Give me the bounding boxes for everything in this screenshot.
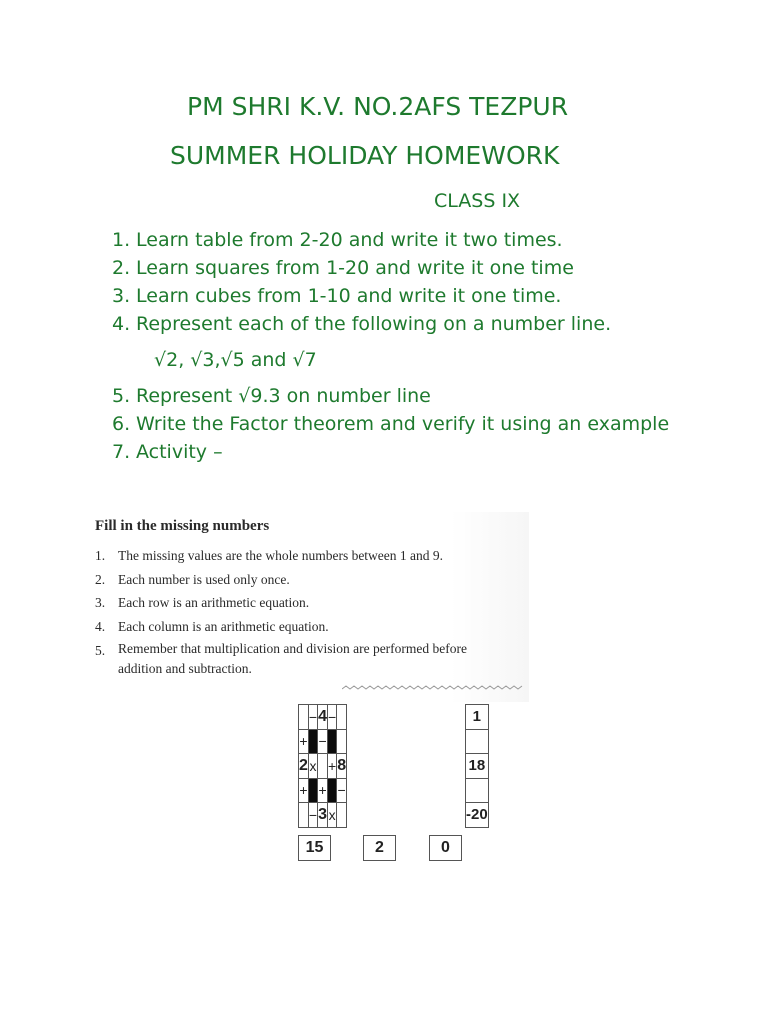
- page-title: SUMMER HOLIDAY HOMEWORK: [170, 141, 560, 170]
- grid-cell: 8: [337, 754, 347, 779]
- black-cell: [308, 729, 317, 754]
- grid-row: [299, 754, 347, 779]
- grid-row: [299, 705, 347, 730]
- rule-number: 4.: [95, 619, 106, 635]
- rule-item: [95, 544, 498, 568]
- rule-text: Remember that multiplication and division are performed before addition and subtraction.: [118, 640, 468, 676]
- grid-cell: [299, 705, 309, 730]
- rule-item: [95, 639, 498, 679]
- grid-cell: +: [318, 778, 328, 803]
- grid-cell: 4: [318, 705, 328, 730]
- item-number: 1.: [112, 229, 131, 251]
- list-item: [112, 382, 672, 410]
- row-result-cell: [466, 778, 489, 803]
- item-text: Represent √9.3 on number line: [136, 385, 431, 407]
- rule-text: Each row is an arithmetic equation.: [118, 595, 310, 611]
- list-item: [112, 410, 672, 438]
- item-number: 4.: [112, 313, 131, 335]
- col-result-box: 0: [429, 835, 462, 861]
- item-text: Learn cubes from 1-10 and write it one time.: [136, 285, 562, 307]
- list-item: [112, 226, 672, 254]
- list-item: [112, 310, 672, 338]
- item-number: 2.: [112, 257, 131, 279]
- activity-rules: [95, 544, 498, 679]
- grid-cell: −: [308, 803, 317, 828]
- item-text: Learn table from 2-20 and write it two times.: [136, 229, 563, 251]
- list-item: [112, 254, 672, 282]
- grid-cell: [337, 803, 347, 828]
- grid-cell: 3: [318, 803, 328, 828]
- list-item: [112, 282, 672, 310]
- black-cell: [328, 778, 337, 803]
- rule-item: [95, 615, 498, 639]
- item-number: 5.: [112, 385, 131, 407]
- rule-item: [95, 568, 498, 592]
- rule-text: The missing values are the whole numbers between 1 and 9.: [118, 548, 444, 563]
- row-result-cell: -20: [466, 803, 489, 828]
- list-item: [112, 438, 672, 466]
- item-number: 7.: [112, 441, 131, 463]
- grid-cell: [337, 705, 347, 730]
- grid-cell: +: [328, 754, 337, 779]
- grid-cell: −: [328, 705, 337, 730]
- item-text: Write the Factor theorem and verify it using an example: [136, 413, 670, 435]
- roots-line: √2, √3,√5 and √7: [154, 349, 317, 371]
- grid-cell: −: [308, 705, 317, 730]
- black-cell: [308, 778, 317, 803]
- grid-cell: −: [318, 729, 328, 754]
- item-text: Represent each of the following on a number line.: [136, 313, 612, 335]
- grid-row: [299, 729, 347, 754]
- grid-cell: x: [308, 754, 317, 779]
- item-number: 3.: [112, 285, 131, 307]
- grid-cell: x: [328, 803, 337, 828]
- rule-number: 1.: [95, 548, 106, 563]
- grid-cell: 2: [299, 754, 309, 779]
- wavy-divider: [342, 682, 528, 696]
- rule-number: 3.: [95, 595, 106, 611]
- grid-cell: +: [299, 729, 309, 754]
- item-number: 6.: [112, 413, 131, 435]
- col-result-box: 2: [363, 835, 396, 861]
- rule-item: [95, 591, 498, 615]
- school-name: PM SHRI K.V. NO.2AFS TEZPUR: [187, 92, 569, 121]
- activity-scan: [93, 512, 529, 702]
- col-result-box: 15: [298, 835, 331, 861]
- puzzle-grid: [298, 704, 347, 828]
- grid-row: [299, 778, 347, 803]
- rule-number: 5.: [95, 642, 106, 658]
- rule-number: 2.: [95, 571, 106, 587]
- rule-text: Each column is an arithmetic equation.: [118, 619, 329, 635]
- activity-title: Fill in the missing numbers: [95, 518, 270, 534]
- row-results: [465, 704, 489, 828]
- grid-cell: [299, 803, 309, 828]
- grid-cell: [318, 754, 328, 779]
- grid-row: [299, 803, 347, 828]
- homework-list: [112, 226, 672, 466]
- row-result-cell: [466, 729, 489, 754]
- row-result-cell: 1: [466, 705, 489, 730]
- item-text: Learn squares from 1-20 and write it one time: [136, 257, 574, 279]
- black-cell: [328, 729, 337, 754]
- row-result-cell: 18: [466, 754, 489, 779]
- grid-cell: [337, 729, 347, 754]
- grid-cell: +: [299, 778, 309, 803]
- grid-cell: −: [337, 778, 347, 803]
- rule-text: Each number is used only once.: [118, 571, 290, 587]
- class-label: CLASS IX: [434, 190, 521, 212]
- item-text: Activity –: [136, 441, 223, 463]
